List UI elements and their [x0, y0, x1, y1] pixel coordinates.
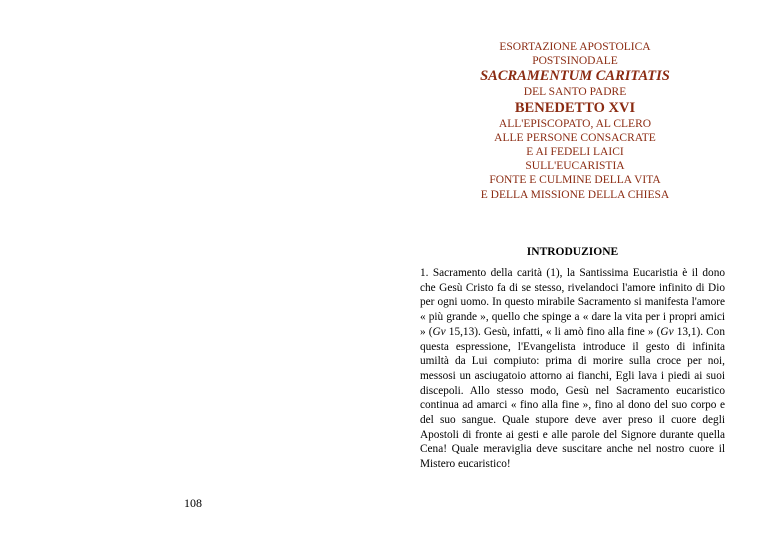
title-block [470, 40, 680, 202]
body-paragraph [420, 266, 725, 472]
paragraph-text-part-1: 1. Sacramento della carità (1), la Santissima Eucaristia è il dono che Gesù Cristo fa di se stesso, rivelandoci l'amore infinito di Dio per ogni uomo. In questo mirabile Sacramento si manifesta l'amore « più grande », quello che spinge a « dare la vita per i propri amici » ( [420, 267, 725, 338]
pope-name: BENEDETTO XVI [514, 99, 636, 116]
paragraph-text-part-3: 13,1). Con questa espressione, l'Evangelista introduce il gesto di infinita umiltà da Lui compiuto: prima di morire sulla croce per noi, messosi un asciugatoio attorno ai fianchi, Egli lava i piedi ai suoi discepoli. Allo stesso modo, Gesù nel Sacramento eucaristico continua ad amarci « fino alla fine », fino al dono del suo corpo e del suo sangue. Quale stupore deve aver preso il cuore degli Apostoli di fronte ai gesti e alle parole del Signore durante quella Cena! Quale meraviglia deve suscitare anche nel nostro cuore il Mistero eucaristico! [420, 325, 725, 471]
title-line-addressees-2: ALLE PERSONE CONSACRATE [494, 131, 656, 144]
title-line-document-type: ESORTAZIONE APOSTOLICA [499, 41, 651, 53]
document-title: SACRAMENTUM CARITATIS [480, 68, 670, 85]
title-line-postsynodal: POSTSINODALE [532, 55, 618, 68]
title-line-subtitle-1: FONTE E CULMINE DELLA VITA [489, 174, 661, 187]
gospel-reference-2: Gv [660, 325, 674, 338]
title-line-addressees-1: ALL'EPISCOPATO, AL CLERO [498, 117, 652, 130]
title-line-addressees-3: E AI FEDELI LAICI [526, 146, 624, 159]
section-heading: INTRODUZIONE [526, 246, 619, 258]
title-line-of-the-holy-father: DEL SANTO PADRE [523, 86, 627, 99]
title-line-subtitle-2: E DELLA MISSIONE DELLA CHIESA [480, 188, 670, 201]
paragraph-text-part-2: 15,13). Gesù, infatti, « li amò fino alla fine » ( [445, 325, 661, 338]
title-line-subject: SULL'EUCARISTIA [525, 160, 625, 173]
page-number: 108 [184, 496, 202, 510]
gospel-reference-1: Gv [432, 325, 446, 338]
